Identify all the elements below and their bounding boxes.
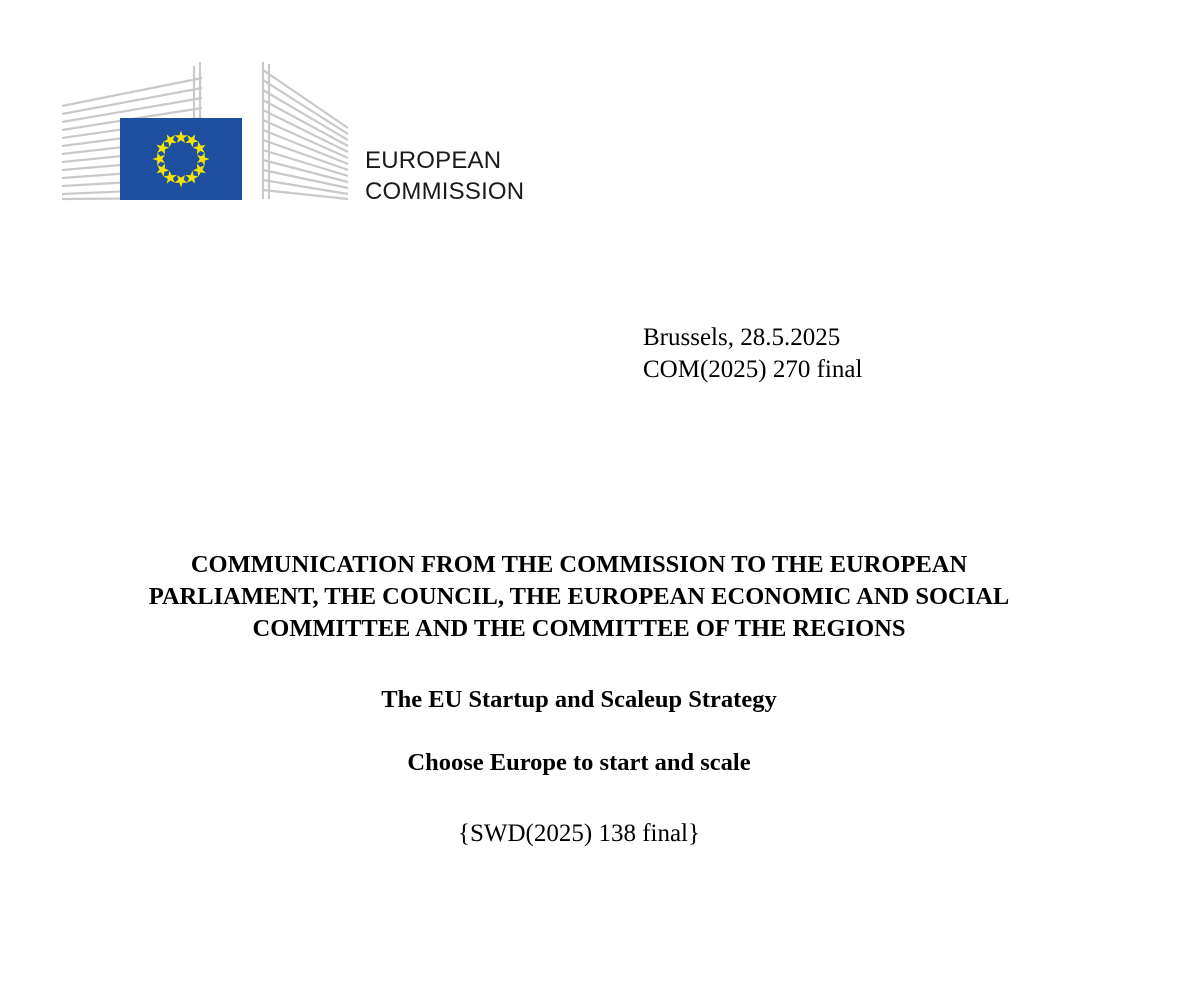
organization-name: [365, 145, 524, 207]
org-name-line-1: EUROPEAN: [365, 147, 502, 174]
commission-building-icon: [60, 58, 350, 203]
strategy-tagline: Choose Europe to start and scale: [407, 749, 751, 776]
strategy-title: The EU Startup and Scaleup Strategy: [381, 686, 777, 713]
org-name-line-2: COMMISSION: [365, 178, 525, 205]
related-document-reference: {SWD(2025) 138 final}: [457, 820, 701, 847]
title-line-3: COMMITTEE AND THE COMMITTEE OF THE REGIONS: [252, 615, 906, 642]
place-and-date: Brussels, 28.5.2025: [643, 324, 841, 351]
document-reference: [643, 322, 862, 386]
european-commission-logo: [60, 58, 350, 203]
communication-title: [0, 549, 1158, 645]
eu-flag-icon: [120, 118, 242, 200]
title-line-2: PARLIAMENT, THE COUNCIL, THE EUROPEAN ECONOMIC AND SOCIAL: [148, 583, 1010, 610]
title-line-1: COMMUNICATION FROM THE COMMISSION TO THE EUROPEAN: [190, 551, 968, 578]
document-number: COM(2025) 270 final: [643, 356, 863, 383]
